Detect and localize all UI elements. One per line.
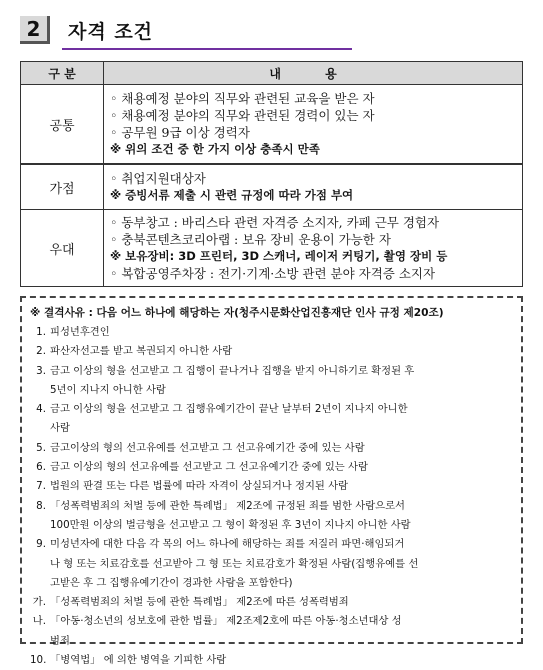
section-header xyxy=(20,16,330,46)
table-row xyxy=(21,164,523,210)
list-item-line: 금고 이상의 형을 선고받고 그 집행유예기간이 끝난 날부터 2년이 지나지 아니한 xyxy=(50,403,408,416)
row-content xyxy=(104,210,523,287)
list-item-text xyxy=(50,497,513,536)
bullet-line: ◦ 공무원 9급 이상 경력자 xyxy=(110,125,250,140)
list-item-line: 고받은 후 그 집행유예기간이 경과한 사람을 포함한다) xyxy=(50,576,293,589)
list-item-number: 3. xyxy=(36,364,46,377)
list-item-text xyxy=(50,439,513,458)
row-category: 우대 xyxy=(21,210,104,287)
list-item-line: 100만원 이상의 벌금형을 선고받고 그 형이 확정된 후 3년이 지나지 아니한 사람 xyxy=(50,518,411,531)
list-item-text xyxy=(50,458,513,477)
list-item-line: 「아동·청소년의 성보호에 관한 법률」 제2조제2호에 따른 아동·청소년대상 성 xyxy=(50,615,402,628)
list-item-number: 5. xyxy=(36,441,46,454)
list-item-line: 사람 xyxy=(50,422,70,435)
disqualification-list xyxy=(30,323,513,670)
list-item-line: 미성년자에 대한 다음 각 목의 어느 하나에 해당하는 죄를 저질러 파면·해임되거 xyxy=(50,538,405,551)
list-item-line: 법원의 판결 또는 다른 법률에 따라 자격이 상실되거나 정지된 사람 xyxy=(50,480,349,493)
list-item-number: 2. xyxy=(36,345,46,358)
table-row xyxy=(21,85,523,165)
note-line: ※ 위의 조건 중 한 가지 이상 충족시 만족 xyxy=(110,142,320,156)
list-item xyxy=(30,362,513,401)
list-item xyxy=(30,593,513,612)
list-item-text xyxy=(50,400,513,439)
list-item xyxy=(30,400,513,439)
list-item xyxy=(30,458,513,477)
row-category: 공통 xyxy=(21,85,104,165)
list-item-number: 10. xyxy=(30,654,47,667)
list-item-number: 8. xyxy=(36,499,46,512)
disqualification-box xyxy=(20,296,523,667)
list-item-line: 파산자선고를 받고 복권되지 아니한 사람 xyxy=(50,345,233,358)
list-item xyxy=(30,651,513,670)
header-category: 구 분 xyxy=(21,62,104,85)
list-item-number: 나. xyxy=(32,615,46,628)
list-item-text xyxy=(50,535,513,593)
note-line: ※ 보유장비: 3D 프린터, 3D 스캐너, 레이저 커팅기, 촬영 장비 등 xyxy=(110,249,448,263)
list-item-line: 「병역법」 에 의한 병역을 기피한 사람 xyxy=(50,654,227,667)
note-line: ※ 증빙서류 제출 시 관련 규정에 따라 가점 부여 xyxy=(110,188,354,202)
list-item xyxy=(30,535,513,593)
list-item-line: 「성폭력범죄의 처벌 등에 관한 특례법」 제2조에 따른 성폭력범죄 xyxy=(50,596,349,609)
bullet-line: ◦ 채용예정 분야의 직무와 관련된 교육을 받은 자 xyxy=(110,91,375,106)
bullet-line: ◦ 동부창고 : 바리스타 관련 자격증 소지자, 카페 근무 경험자 xyxy=(110,215,440,230)
bullet-line: ◦ 채용예정 분야의 직무와 관련된 경력이 있는 자 xyxy=(110,108,375,123)
list-item-text xyxy=(50,323,513,342)
section-underline xyxy=(62,48,352,50)
qualification-table xyxy=(20,61,523,287)
list-item xyxy=(30,497,513,536)
list-item xyxy=(30,612,513,651)
list-item-number: 1. xyxy=(36,326,46,338)
list-item-line: 범죄 xyxy=(50,634,70,647)
list-item xyxy=(30,439,513,458)
list-item-line: 피성년후견인 xyxy=(50,326,110,338)
section-number: 2 xyxy=(20,16,50,44)
list-item-text xyxy=(50,612,513,651)
list-item xyxy=(30,477,513,496)
table-header-row xyxy=(21,62,523,85)
list-item-line: 「성폭력범죄의 처벌 등에 관한 특례법」 제2조에 규정된 죄를 범한 사람으로서 xyxy=(50,499,406,512)
list-item xyxy=(30,342,513,361)
list-item-number: 4. xyxy=(36,403,46,416)
table-row xyxy=(21,210,523,287)
list-item-line: 금고 이상의 형의 선고유예를 선고받고 그 선고유예기간 중에 있는 사람 xyxy=(50,461,368,474)
disqualification-title: ※ 결격사유 : 다음 어느 하나에 해당하는 자(청주시문화산업진흥재단 인사 규정 제20조) xyxy=(30,307,444,319)
list-item-number: 6. xyxy=(36,461,46,474)
list-item-text xyxy=(50,362,513,401)
list-item-text xyxy=(50,342,513,361)
row-content xyxy=(104,85,523,165)
list-item-number: 7. xyxy=(36,480,46,493)
list-item xyxy=(30,323,513,342)
list-item-line: 나 형 또는 치료감호를 선고받아 그 형 또는 치료감호가 확정된 사람(집행유예를 선 xyxy=(50,557,419,570)
row-category: 가점 xyxy=(21,164,104,210)
row-content xyxy=(104,164,523,210)
list-item-number: 9. xyxy=(36,538,46,551)
list-item-text xyxy=(50,477,513,496)
bullet-line: ◦ 취업지원대상자 xyxy=(110,171,206,186)
list-item-line: 금고 이상의 형을 선고받고 그 집행이 끝나거나 집행을 받지 아니하기로 확정된 후 xyxy=(50,364,415,377)
bullet-line: ◦ 복합공영주차장 : 전기·기계·소방 관련 분야 자격증 소지자 xyxy=(110,266,436,281)
list-item-line: 금고이상의 형의 선고유예를 선고받고 그 선고유예기간 중에 있는 사람 xyxy=(50,441,365,454)
list-item-number: 가. xyxy=(32,596,46,609)
list-item-text xyxy=(50,651,513,670)
bullet-line: ◦ 충북콘텐츠코리아랩 : 보유 장비 운용이 가능한 자 xyxy=(110,232,391,247)
list-item-text xyxy=(50,593,513,612)
section-title: 자격 조건 xyxy=(68,21,154,43)
qualification-table-body xyxy=(21,85,523,287)
list-item-line: 5년이 지나지 아니한 사람 xyxy=(50,383,166,396)
header-content: 내 용 xyxy=(104,62,523,85)
